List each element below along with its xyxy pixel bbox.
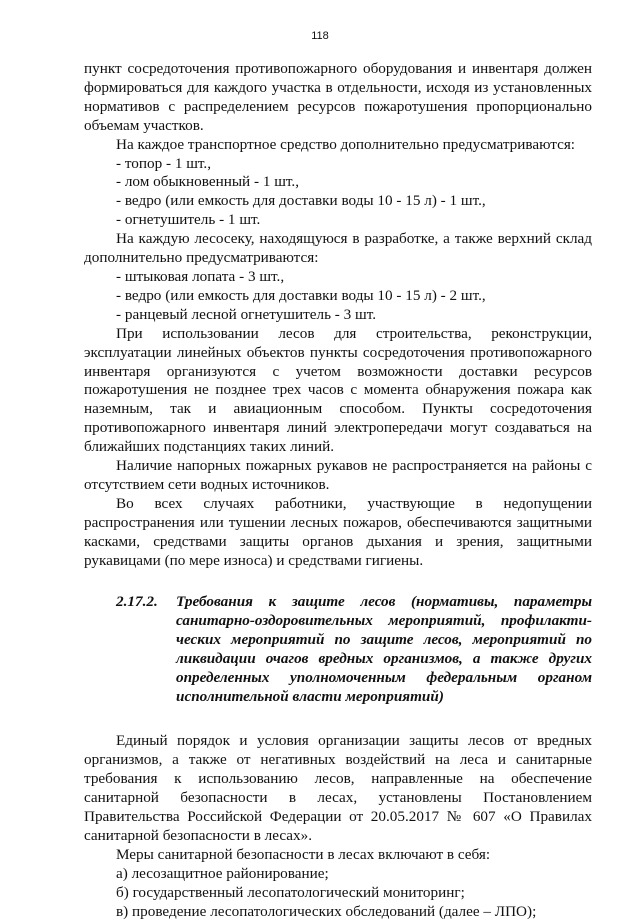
paragraph-unified-order: Единый порядок и условия организации защиты лесов от вредных организмов, а также от негативных воздействий на леса и санитарные требования к использованию лесов, направленные на обеспечение санитарной безопасности в лесах, установлены Постановлением Правительства Российской Федерации от 20.05.2017 № 607 «О Правилах санитарной безопасности в лесах». (84, 732, 592, 844)
list-item-axe: - топор - 1 шт., (116, 154, 212, 172)
list-item-zoning: а) лесозащитное районирование; (116, 864, 329, 882)
paragraph-fire-hoses: Наличие напорных пожарных рукавов не распространяется на районы с отсутствием сети водных источников. (84, 457, 592, 493)
section-title: Требования к защите лесов (нормативы, параметры санитарно-оздоровительных мероприятий, профилакти-ческих мероприятий по защите лесов, мероприятий по ликвидации очагов вредных организмов, а также других определенных уполномоченным федеральным органом исполнительной власти мероприятий) (176, 593, 592, 706)
list-item-surveys: в) проведение лесопатологических обследований (далее – ЛПО); (116, 902, 537, 920)
list-item-crowbar: - лом обыкновенный - 1 шт., (116, 173, 300, 191)
list-item-bucket-2: - ведро (или емкость для доставки воды 10 - 15 л) - 2 шт., (116, 286, 486, 304)
list-item-monitoring: б) государственный лесопатологический мониторинг; (116, 883, 465, 901)
paragraph-vehicle-intro: На каждое транспортное средство дополнительно предусматриваются: (116, 135, 576, 153)
list-item-backpack-extinguisher: - ранцевый лесной огнетушитель - 3 шт. (116, 305, 377, 323)
section-heading (84, 592, 592, 706)
page-number: 118 (311, 30, 329, 42)
paragraph-continuation: пункт сосредоточения противопожарного оборудования и инвентаря должен формироваться для каждого участка в отдельности, исходя из установленных нормативов с распределением ресурсов пожаротушения пропорционально объемам участков. (84, 60, 592, 134)
list-item-bucket: - ведро (или емкость для доставки воды 10 - 15 л) - 1 шт., (116, 192, 486, 210)
paragraph-measures-intro: Меры санитарной безопасности в лесах включают в себя: (116, 845, 491, 863)
page-body (84, 60, 592, 922)
section-number: 2.17.2. (116, 593, 158, 611)
paragraph-plot-intro: На каждую лесосеку, находящуюся в разработке, а также верхний склад дополнительно предусматриваются: (84, 230, 592, 267)
paragraph-workers-protection: Во всех случаях работники, участвующие в недопущении распространения или тушении лесных пожаров, обеспечиваются защитными касками, средствами защиты органов дыхания и зрения, защитными рукавицами (по мере износа) и средствами гигиены. (84, 494, 592, 569)
list-item-shovel: - штыковая лопата - 3 шт., (116, 267, 285, 285)
paragraph-linear-objects: При использовании лесов для строительства, реконструкции, эксплуатации линейных объектов пункты сосредоточения противопожарного инвентаря организуются с учетом возможности доставки ресурсов пожаротушения не позднее трех часов с момента обнаружения пожара как наземным, так и авиационным способом. Пункты сосредоточения противопожарного инвентаря линий электропередачи могут создаваться на ближайших подстанциях таких линий. (84, 324, 592, 456)
list-item-extinguisher: - огнетушитель - 1 шт. (116, 211, 261, 229)
